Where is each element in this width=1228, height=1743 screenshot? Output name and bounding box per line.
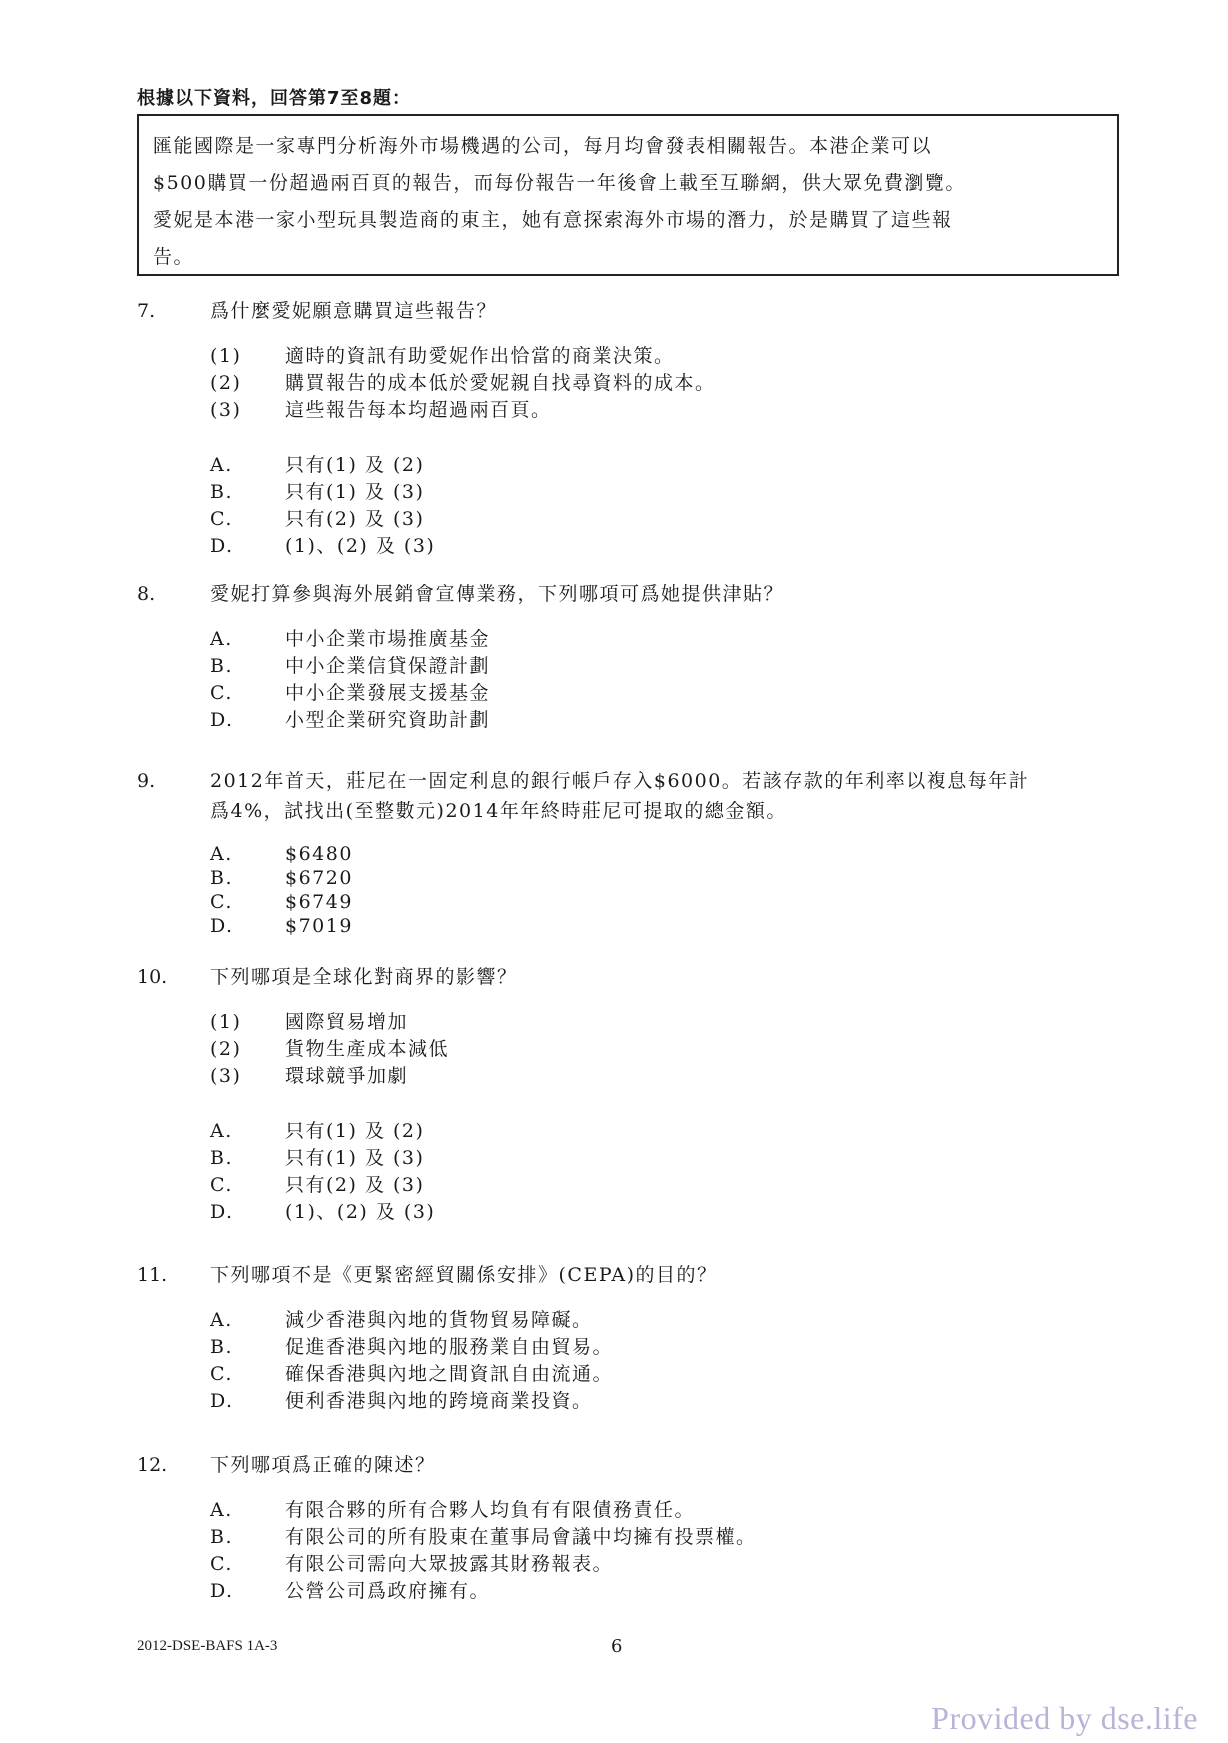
statement-item: (1) 適時的資訊有助愛妮作出恰當的商業決策。 bbox=[210, 345, 675, 367]
option-b[interactable]: B. $6720 bbox=[210, 867, 353, 889]
option-b[interactable]: B. 只有(1) 及 (3) bbox=[210, 1147, 425, 1169]
option-c[interactable]: C. 只有(2) 及 (3) bbox=[210, 1174, 425, 1196]
statement-list bbox=[210, 343, 1117, 424]
option-list bbox=[210, 842, 1117, 938]
option-list bbox=[210, 626, 1117, 734]
statement-item: (2) 購買報告的成本低於愛妮親自找尋資料的成本。 bbox=[210, 372, 716, 394]
option-a[interactable]: A. $6480 bbox=[210, 843, 353, 865]
passage-line: $500購買一份超過兩百頁的報告，而每份報告一年後會上載至互聯網，供大眾免費瀏覽。 bbox=[153, 172, 966, 194]
question-number: 8. bbox=[137, 583, 156, 605]
question-10 bbox=[137, 964, 1117, 1226]
option-list bbox=[210, 452, 1117, 560]
question-7 bbox=[137, 298, 1117, 560]
statement-item: (3) 環球競爭加劇 bbox=[210, 1065, 409, 1087]
question-11 bbox=[137, 1262, 1117, 1415]
option-a[interactable]: A. 有限合夥的所有合夥人均負有有限債務責任。 bbox=[210, 1499, 696, 1521]
option-b[interactable]: B. 促進香港與內地的服務業自由貿易。 bbox=[210, 1336, 614, 1358]
option-d[interactable]: D. 小型企業研究資助計劃 bbox=[210, 709, 491, 731]
option-d[interactable]: D. 便利香港與內地的跨境商業投資。 bbox=[210, 1390, 593, 1412]
question-number: 7. bbox=[137, 300, 156, 322]
option-a[interactable]: A. 只有(1) 及 (2) bbox=[210, 1120, 425, 1142]
passage-line: 愛妮是本港一家小型玩具製造商的東主，她有意探索海外市場的潛力，於是購買了這些報 bbox=[153, 209, 953, 231]
option-c[interactable]: C. 有限公司需向大眾披露其財務報表。 bbox=[210, 1553, 614, 1575]
passage-box bbox=[137, 114, 1119, 276]
statement-list bbox=[210, 1009, 1117, 1090]
intro-heading: 根據以下資料，回答第7至8題： bbox=[137, 88, 412, 109]
passage-line: 告。 bbox=[153, 246, 195, 268]
question-12 bbox=[137, 1452, 1117, 1605]
question-stem: 下列哪項是全球化對商界的影響？ bbox=[210, 966, 518, 988]
question-stem-line: 爲4%，試找出(至整數元)2014年年終時莊尼可提取的總金額。 bbox=[210, 800, 787, 822]
question-number: 11. bbox=[137, 1264, 168, 1286]
statement-item: (1) 國際貿易增加 bbox=[210, 1011, 409, 1033]
option-c[interactable]: C. 只有(2) 及 (3) bbox=[210, 508, 425, 530]
watermark: Provided by dse.life bbox=[931, 1700, 1198, 1736]
option-b[interactable]: B. 只有(1) 及 (3) bbox=[210, 481, 425, 503]
paper-code: 2012-DSE-BAFS 1A-3 bbox=[137, 1638, 278, 1654]
passage-line: 匯能國際是一家專門分析海外市場機遇的公司，每月均會發表相關報告。本港企業可以 bbox=[153, 135, 933, 157]
option-d[interactable]: D. 公營公司爲政府擁有。 bbox=[210, 1580, 491, 1602]
option-a[interactable]: A. 減少香港與內地的貨物貿易障礙。 bbox=[210, 1309, 593, 1331]
question-8 bbox=[137, 581, 1117, 734]
question-stem: 爲什麼愛妮願意購買這些報告？ bbox=[210, 300, 498, 322]
question-9 bbox=[137, 766, 1117, 938]
question-stem: 下列哪項爲正確的陳述？ bbox=[210, 1454, 436, 1476]
option-c[interactable]: C. $6749 bbox=[210, 891, 353, 913]
question-number: 9. bbox=[137, 770, 156, 792]
option-list bbox=[210, 1118, 1117, 1226]
option-d[interactable]: D. $7019 bbox=[210, 915, 353, 937]
option-c[interactable]: C. 確保香港與內地之間資訊自由流通。 bbox=[210, 1363, 614, 1385]
statement-item: (2) 貨物生產成本減低 bbox=[210, 1038, 450, 1060]
option-a[interactable]: A. 只有(1) 及 (2) bbox=[210, 454, 425, 476]
page-number: 6 bbox=[611, 1636, 623, 1657]
question-stem: 下列哪項不是《更緊密經貿關係安排》(CEPA)的目的？ bbox=[210, 1264, 718, 1286]
option-a[interactable]: A. 中小企業市場推廣基金 bbox=[210, 628, 491, 650]
option-list bbox=[210, 1307, 1117, 1415]
question-stem bbox=[210, 766, 1117, 826]
question-number: 12. bbox=[137, 1454, 168, 1476]
option-c[interactable]: C. 中小企業發展支援基金 bbox=[210, 682, 491, 704]
option-d[interactable]: D. (1)、(2) 及 (3) bbox=[210, 535, 436, 557]
option-d[interactable]: D. (1)、(2) 及 (3) bbox=[210, 1201, 436, 1223]
option-b[interactable]: B. 中小企業信貸保證計劃 bbox=[210, 655, 491, 677]
statement-item: (3) 這些報告每本均超過兩百頁。 bbox=[210, 399, 552, 421]
option-b[interactable]: B. 有限公司的所有股東在董事局會議中均擁有投票權。 bbox=[210, 1526, 757, 1548]
option-list bbox=[210, 1497, 1117, 1605]
question-stem: 愛妮打算參與海外展銷會宣傳業務，下列哪項可爲她提供津貼？ bbox=[210, 583, 785, 605]
question-stem-line: 2012年首天，莊尼在一固定利息的銀行帳戶存入$6000。若該存款的年利率以複息每年計 bbox=[210, 770, 1030, 792]
question-number: 10. bbox=[137, 966, 168, 988]
